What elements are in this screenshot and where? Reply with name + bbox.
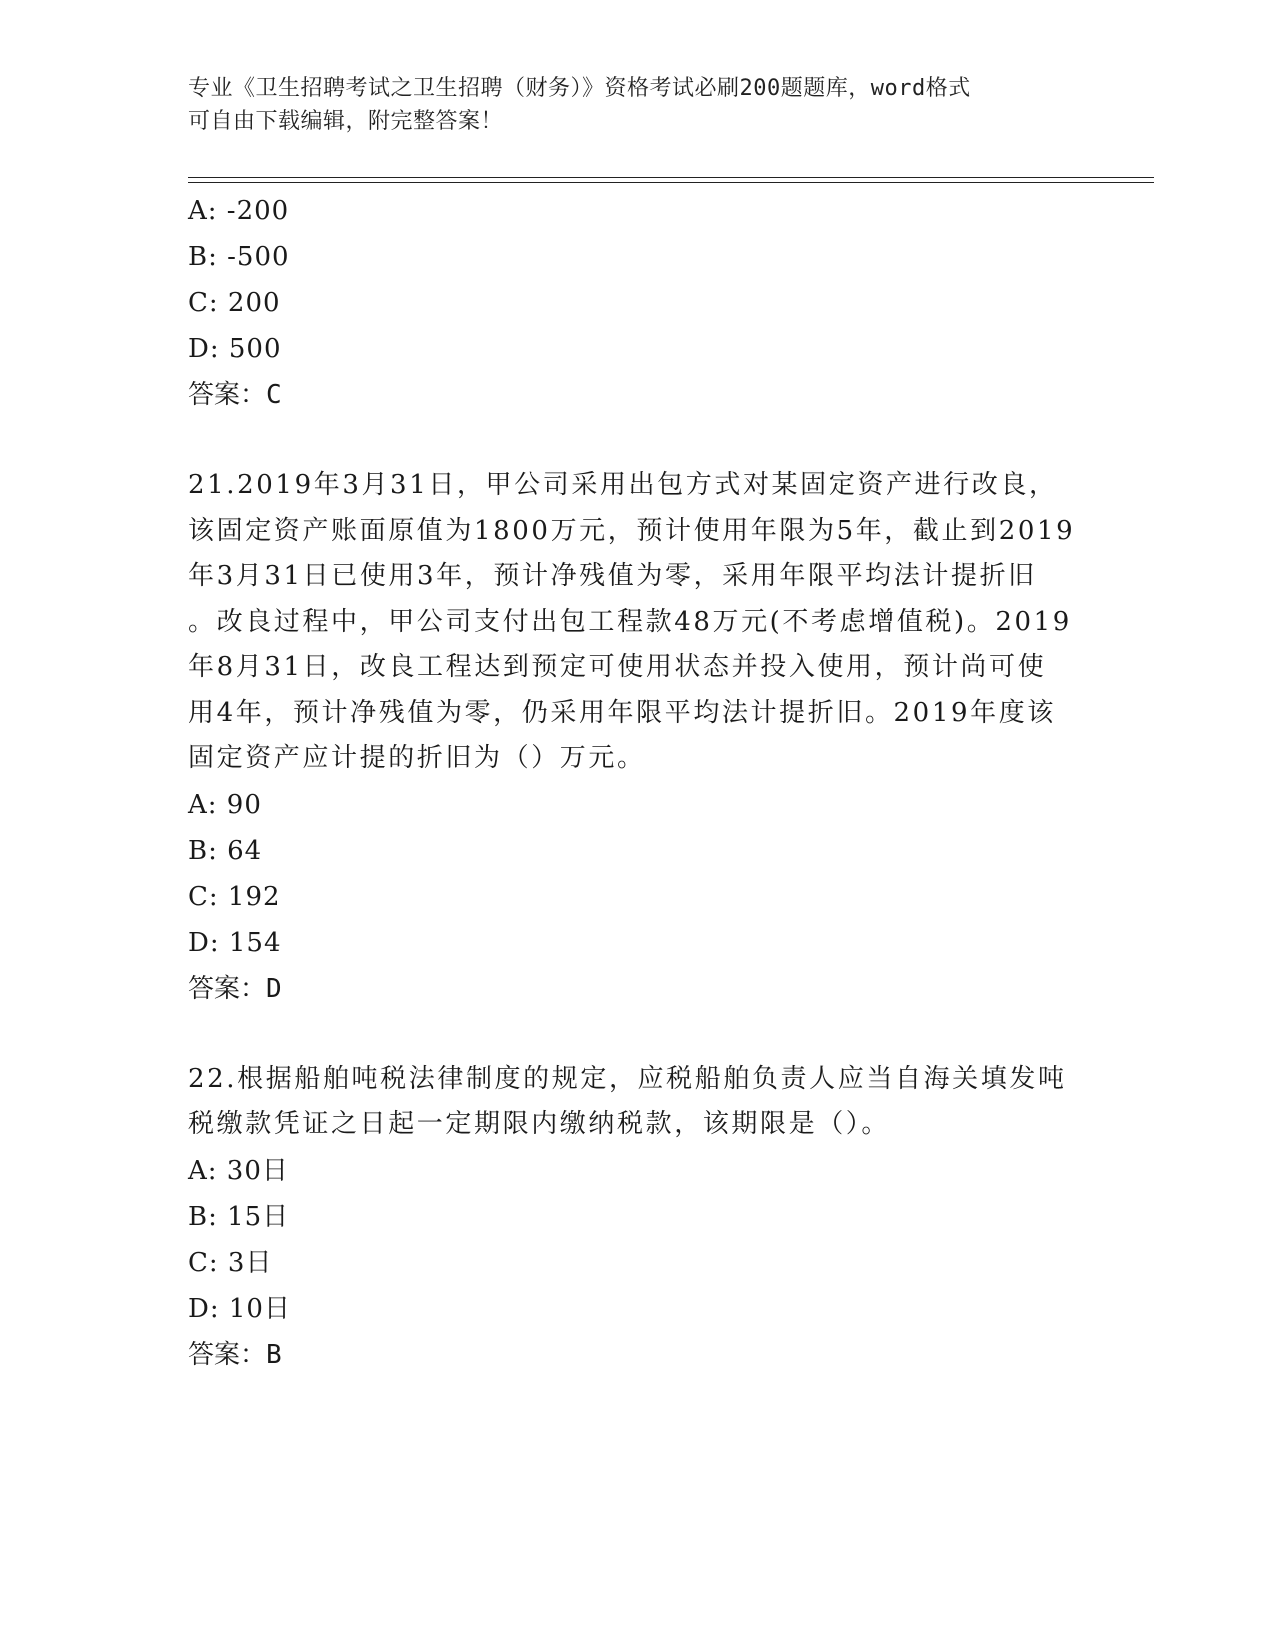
header-line-1: 专业《卫生招聘考试之卫生招聘（财务）》资格考试必刷200题题库，word格式 bbox=[188, 76, 971, 101]
option-d: D: 10日 bbox=[188, 1293, 291, 1324]
option-b: B: 15日 bbox=[188, 1201, 290, 1232]
stem-line: 22.根据船舶吨税法律制度的规定，应税船舶负责人应当自海关填发吨 bbox=[188, 1063, 1067, 1094]
option-b: B: 64 bbox=[188, 835, 263, 866]
question-22 bbox=[188, 1057, 1088, 1378]
option-a: A: 90 bbox=[188, 789, 262, 820]
question-stem bbox=[188, 463, 1088, 782]
stem-line: 该固定资产账面原值为1800万元，预计使用年限为5年，截止到2019 bbox=[188, 515, 1076, 546]
option-d: D: 500 bbox=[188, 334, 282, 364]
option-a: A: -200 bbox=[188, 196, 290, 226]
stem-line: 用4年，预计净残值为零，仍采用年限平均法计提折旧。2019年度该 bbox=[188, 697, 1056, 728]
stem-line: 年3月31日已使用3年，预计净残值为零，采用年限平均法计提折旧 bbox=[188, 561, 1037, 591]
header-line-2: 可自由下载编辑，附完整答案！ bbox=[188, 109, 504, 134]
stem-line: 固定资产应计提的折旧为（）万元。 bbox=[188, 743, 646, 773]
question-stem bbox=[188, 1057, 1088, 1148]
option-c: C: 3日 bbox=[188, 1247, 273, 1278]
option-a: A: 30日 bbox=[188, 1155, 289, 1186]
question-list bbox=[188, 188, 1088, 1378]
document-header bbox=[188, 72, 1068, 138]
answer: 答案：D bbox=[188, 973, 282, 1004]
answer: 答案：C bbox=[188, 380, 282, 410]
header-divider-bottom bbox=[188, 182, 1154, 183]
option-c: C: 200 bbox=[188, 288, 281, 318]
stem-line: 。改良过程中，甲公司支付出包工程款48万元(不考虑增值税)。2019 bbox=[188, 606, 1072, 637]
option-c: C: 192 bbox=[188, 881, 281, 912]
option-b: B: -500 bbox=[188, 242, 290, 272]
stem-line: 年8月31日，改良工程达到预定可使用状态并投入使用，预计尚可使 bbox=[188, 652, 1047, 682]
option-d: D: 154 bbox=[188, 927, 282, 958]
question-20 bbox=[188, 188, 1088, 418]
question-21 bbox=[188, 463, 1088, 1012]
header-divider-top bbox=[188, 177, 1154, 178]
stem-line: 21.2019年3月31日，甲公司采用出包方式对某固定资产进行改良， bbox=[188, 470, 1058, 500]
answer: 答案：B bbox=[188, 1339, 282, 1370]
stem-line: 税缴款凭证之日起一定期限内缴纳税款，该期限是（）。 bbox=[188, 1109, 891, 1139]
